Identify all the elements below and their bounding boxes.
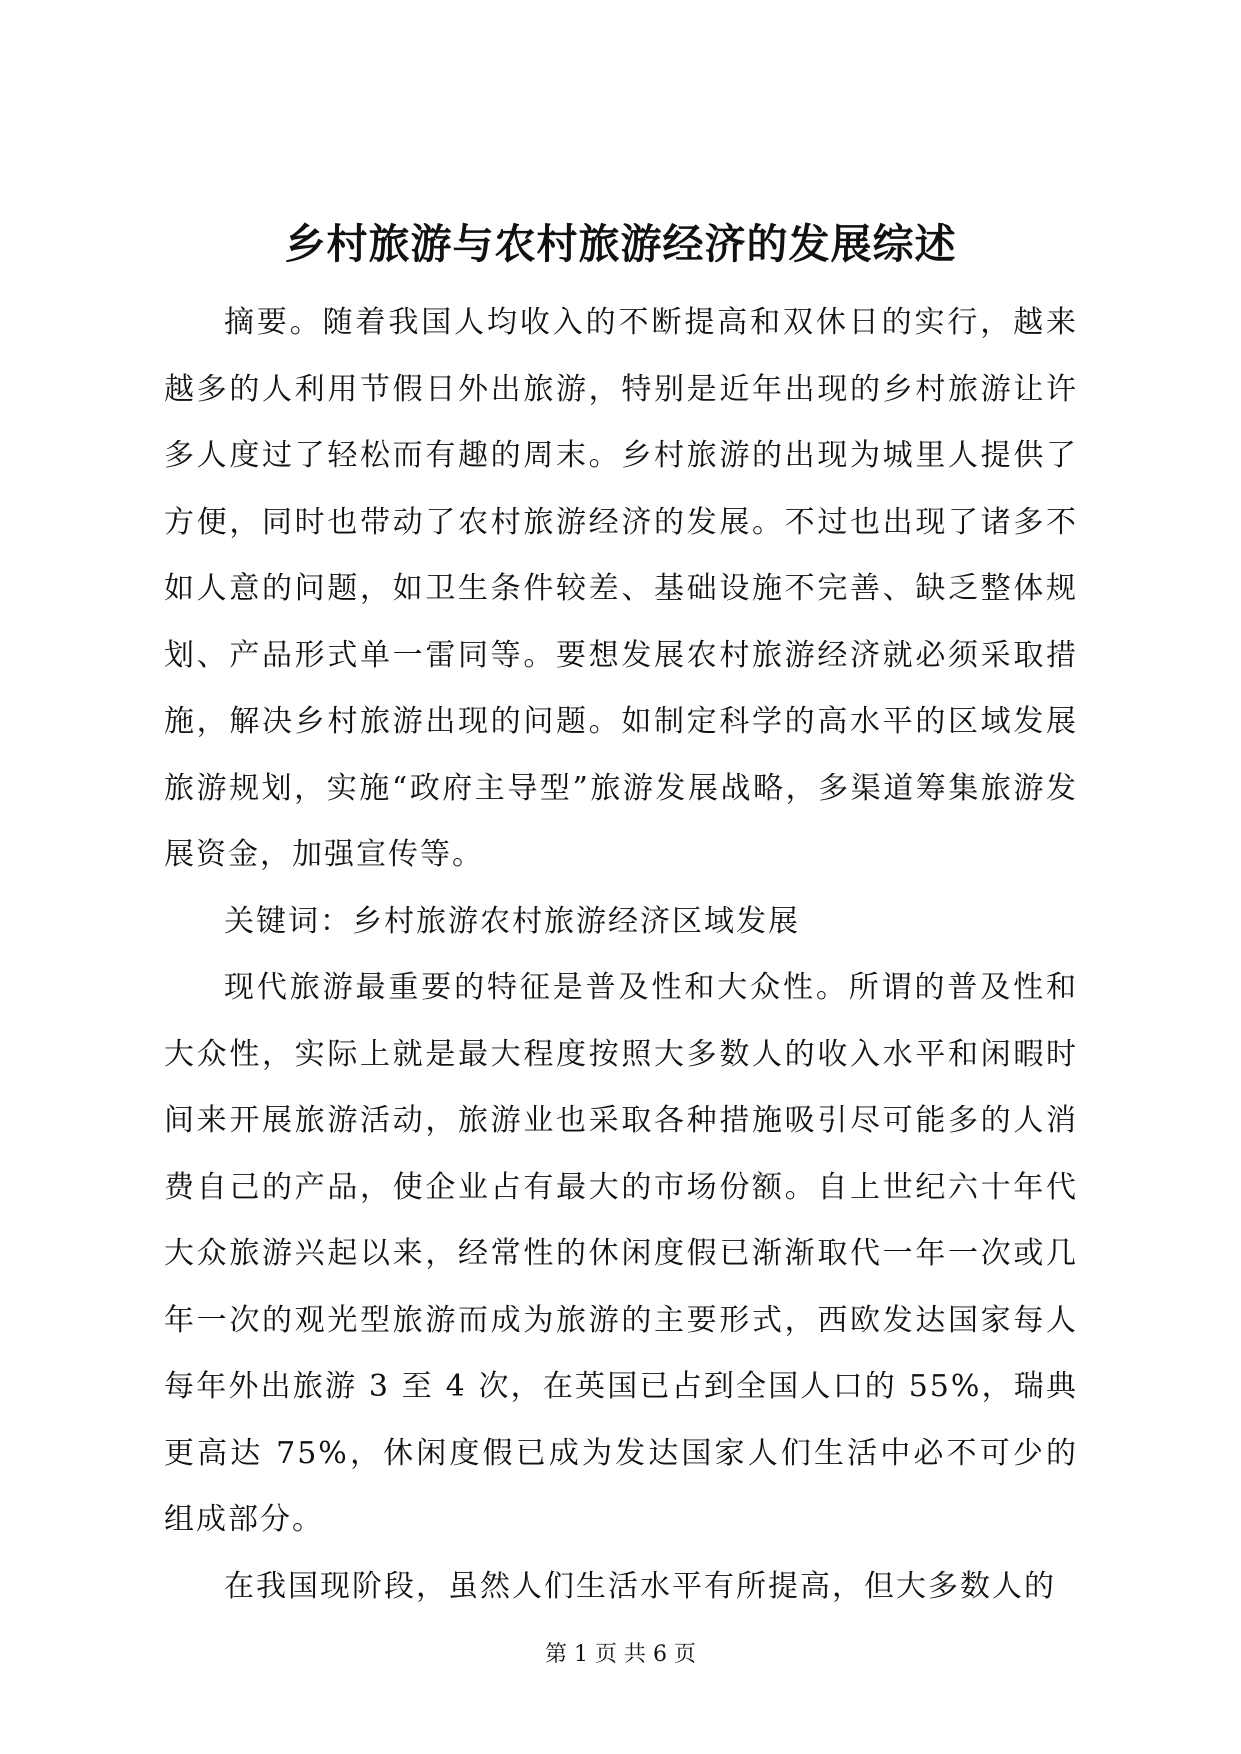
keywords-paragraph: 关键词：乡村旅游农村旅游经济区域发展 xyxy=(224,903,800,939)
abstract-paragraph: 摘要。随着我国人均收入的不断提高和双休日的实行，越来越多的人利用节假日外出旅游，特别是近年出现的乡村旅游让许多人度过了轻松而有趣的周末。乡村旅游的出现为城里人提供了方便，同时也带动了农村旅游经济的发展。不过也出现了诸多不如人意的问题，如卫生条件较差、基础设施不完善、缺乏整体规划、产品形式单一雷同等。要想发展农村旅游经济就必须采取措施，解决乡村旅游出现的问题。如制定科学的高水平的区域发展旅游规划，实施“政府主导型”旅游发展战略，多渠道筹集旅游发展资金，加强宣传等。 xyxy=(164,305,1078,872)
body-paragraph: 在我国现阶段，虽然人们生活水平有所提高，但大多数人的 xyxy=(224,1568,1056,1604)
page-footer: 第 1 页 共 6 页 xyxy=(545,1642,696,1667)
document-body xyxy=(164,290,1078,1620)
body-paragraph: 现代旅游最重要的特征是普及性和大众性。所谓的普及性和大众性，实际上就是最大程度按照大多数人的收入水平和闲暇时间来开展旅游活动，旅游业也采取各种措施吸引尽可能多的人消费自己的产品，使企业占有最大的市场份额。自上世纪六十年代大众旅游兴起以来，经常性的休闲度假已渐渐取代一年一次或几年一次的观光型旅游而成为旅游的主要形式，西欧发达国家每人每年外出旅游 3 至 4 次，在英国已占到全国人口的 55%，瑞典更高达 75%，休闲度假已成为发达国家人们生活中必不可少的组成部分。 xyxy=(164,970,1078,1537)
document-title: 乡村旅游与农村旅游经济的发展综述 xyxy=(284,220,957,268)
